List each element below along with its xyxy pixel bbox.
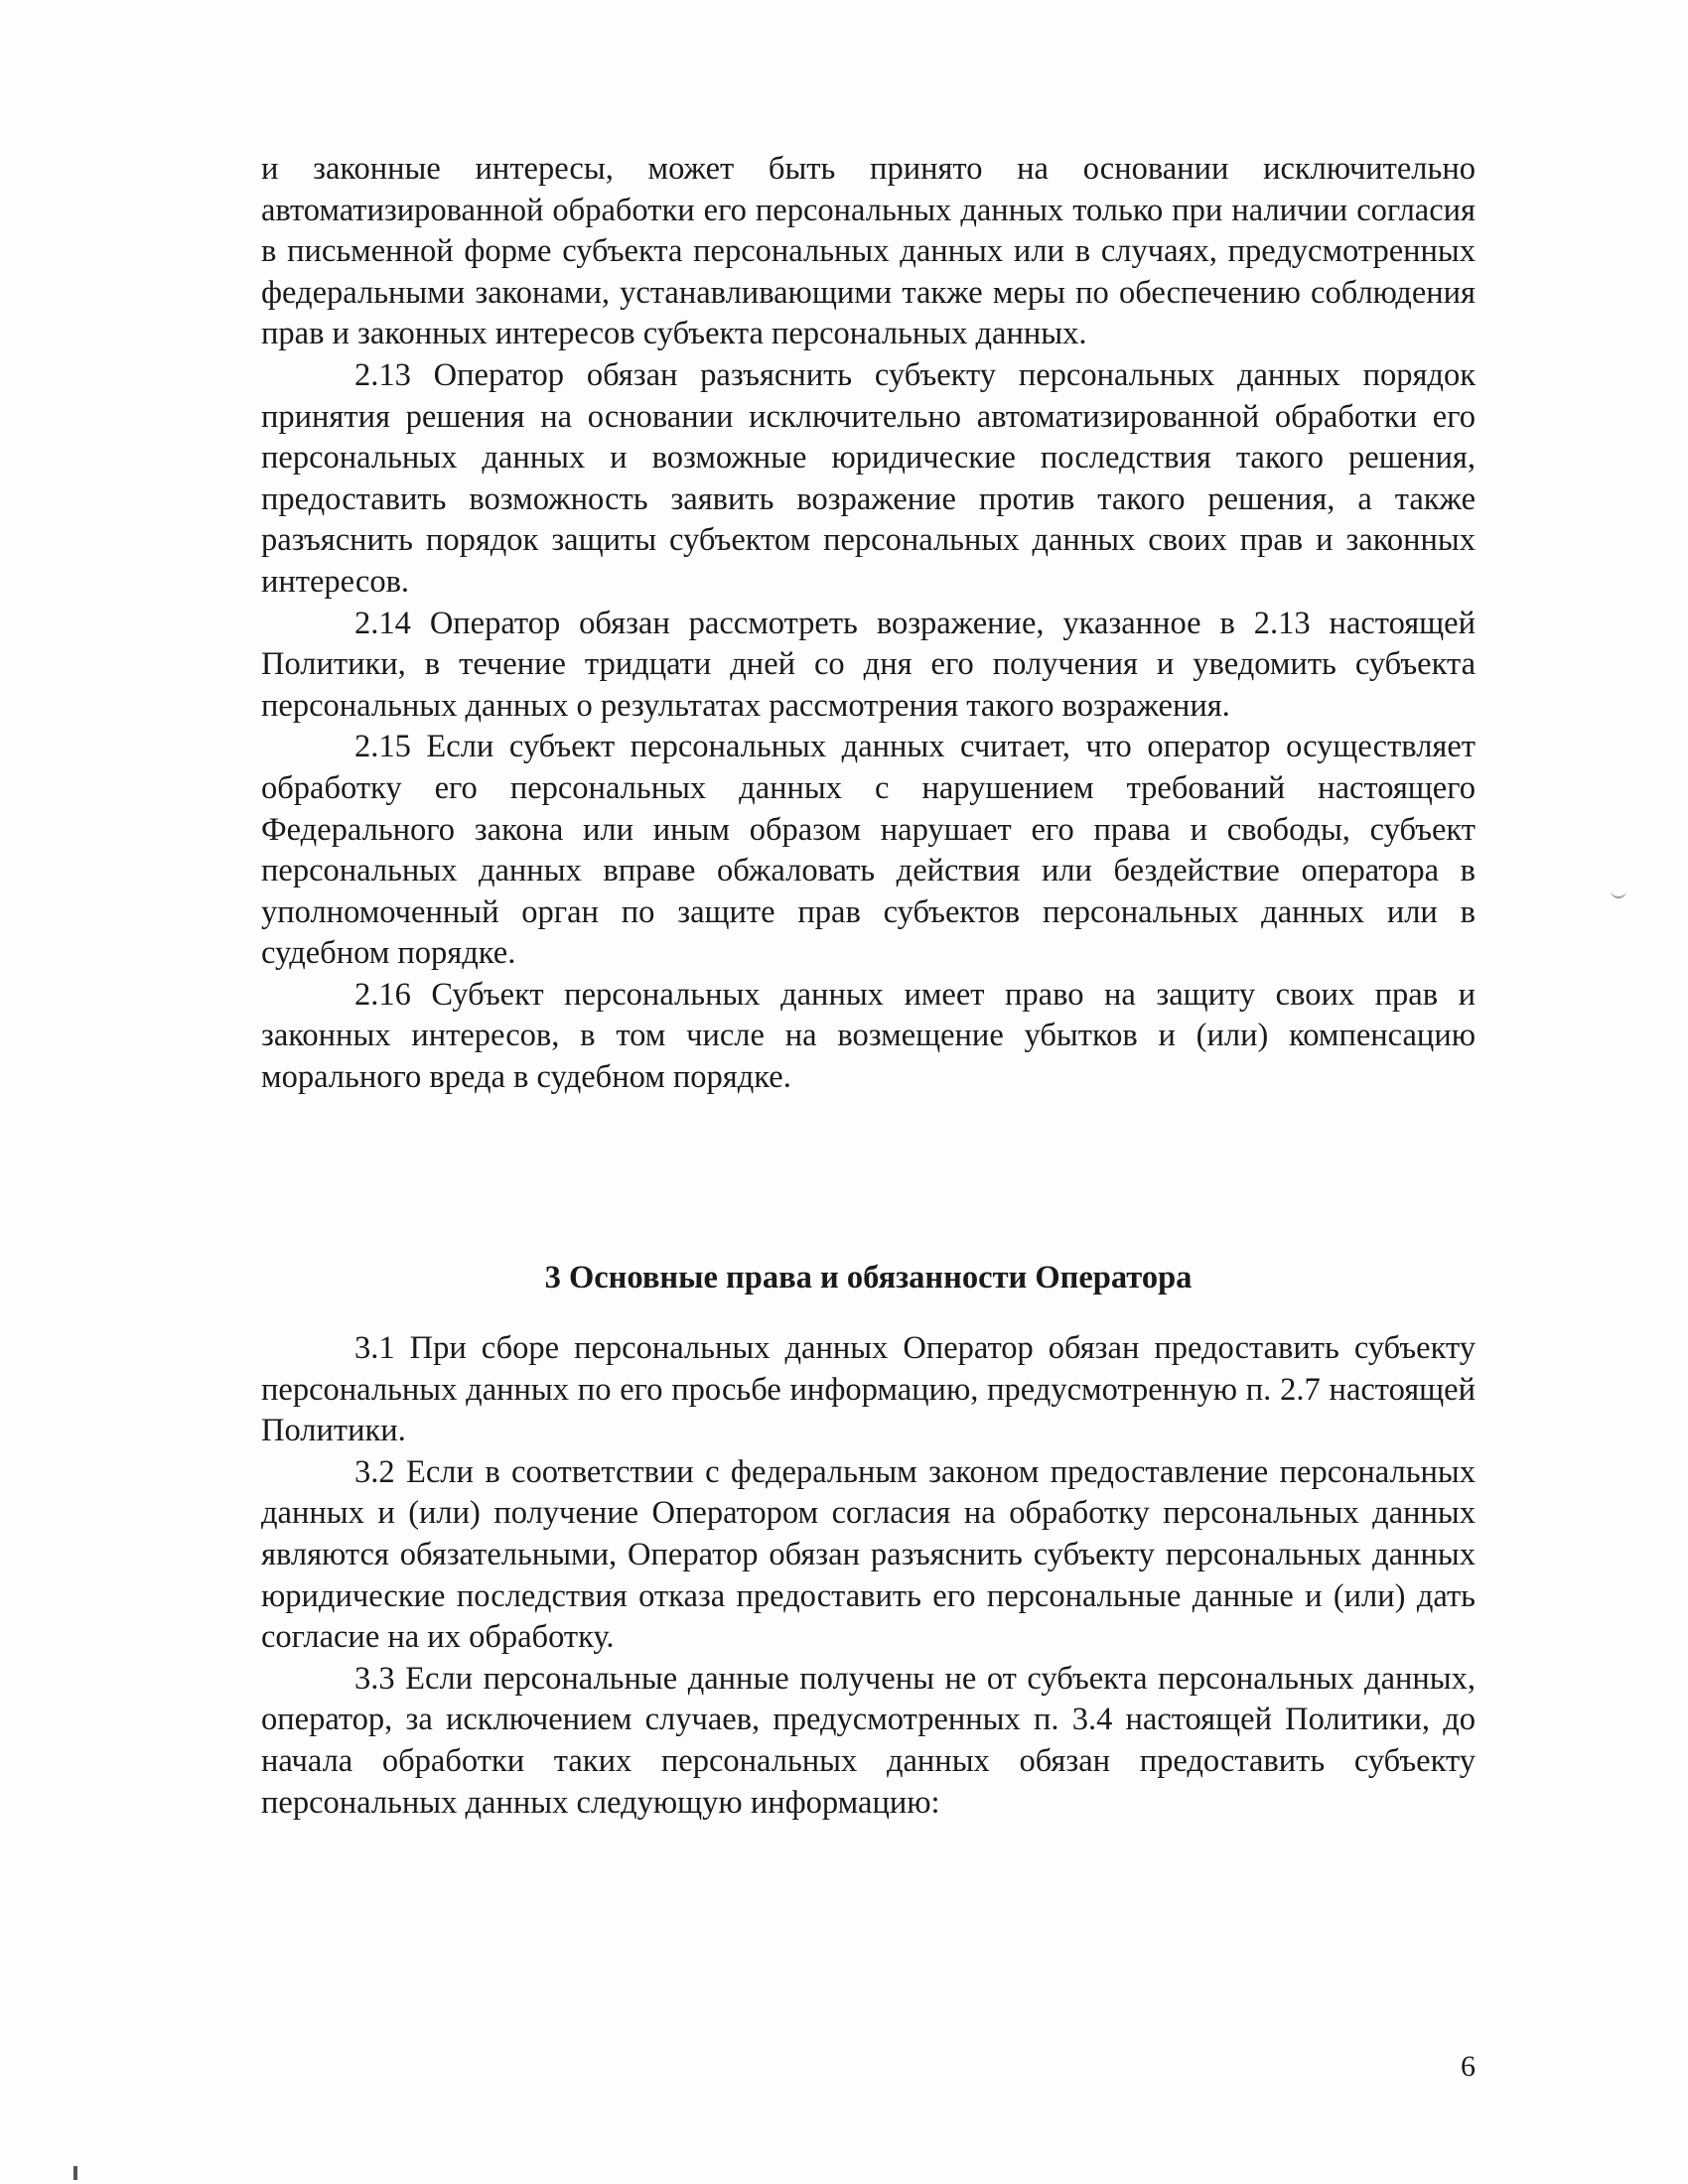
- paragraph-2-14: 2.14 Оператор обязан рассмотреть возражение, указанное в 2.13 настоящей Политики, в течение тридцати дней со дня его получения и уведомить субъекта персональных данных о результатах рассмотрения такого возражения.: [261, 605, 1476, 724]
- paragraph-3-3: 3.3 Если персональные данные получены не от субъекта персональных данных, оператор, за исключением случаев, предусмотренных п. 3.4 настоящей Политики, до начала обработки таких персональных данных обязан предоставить субъекту персональных данных следующую информацию:: [261, 1660, 1476, 1821]
- paragraph-2-13: 2.13 Оператор обязан разъяснить субъекту персональных данных порядок принятия решения на основании исключительно автоматизированной обработки его персональных данных и возможные юридические последствия такого решения, предоставить возможность заявить возражение против такого решения, а также разъяснить порядок защиты субъектом персональных данных своих прав и законных интересов.: [261, 356, 1476, 600]
- paragraph-2-12-continuation: и законные интересы, может быть принято на основании исключительно автоматизированной обработки его персональных данных только при наличии согласия в письменной форме субъекта персональных данных или в случаях, предусмотренных федеральными законами, устанавливающими также меры по обеспечению соблюдения прав и законных интересов субъекта персональных данных.: [261, 151, 1476, 352]
- paragraph-2-15: 2.15 Если субъект персональных данных считает, что оператор осуществляет обработку его персональных данных с нарушением требований настоящего Федерального закона или иным образом нарушает его права и свободы, субъект персональных данных вправе обжаловать действия или бездействие оператора в уполномоченный орган по защите прав субъектов персональных данных или в судебном порядке.: [261, 729, 1476, 972]
- scan-artifact-corner: [73, 2166, 77, 2180]
- paragraph-2-16: 2.16 Субъект персональных данных имеет право на защиту своих прав и законных интересов, в том числе на возмещение убытков и (или) компенсацию морального вреда в судебном порядке.: [261, 976, 1476, 1096]
- section-3-body: [261, 1328, 1476, 1824]
- page-number: 6: [1461, 2050, 1476, 2083]
- section-2-continuation: [261, 149, 1476, 1099]
- paragraph-3-1: 3.1 При сборе персональных данных Оператор обязан предоставить субъекту персональных данных по его просьбе информацию, предусмотренную п. 2.7 настоящей Политики.: [261, 1330, 1476, 1449]
- section-3-heading: 3 Основные права и обязанности Оператора: [544, 1260, 1193, 1296]
- scan-artifact-mark: [1611, 887, 1626, 898]
- paragraph-3-2: 3.2 Если в соответствии с федеральным законом предоставление персональных данных и (или) получение Оператором согласия на обработку персональных данных являются обязательными, Оператор обязан разъяснить субъекту персональных данных юридические последствия отказа предоставить его персональные данные и (или) дать согласие на их обработку.: [261, 1453, 1476, 1656]
